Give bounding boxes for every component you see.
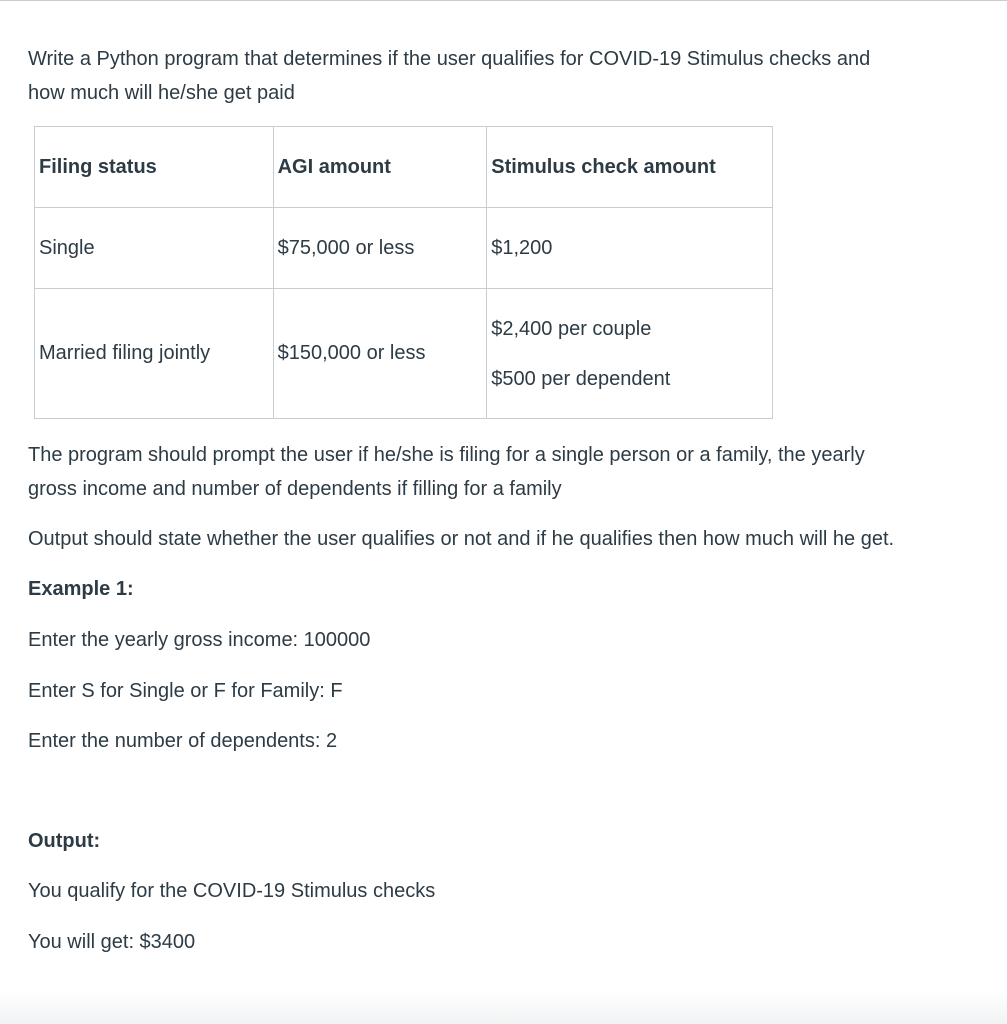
example-heading: Example 1: <box>28 578 134 600</box>
example-input-income: Enter the yearly gross income: 100000 <box>28 629 371 651</box>
amount-per-couple: $2,400 per couple <box>491 317 652 340</box>
output-heading: Output: <box>28 830 101 852</box>
table-row <box>35 208 773 289</box>
top-divider <box>0 0 1007 1</box>
example-input-dependents: Enter the number of dependents: 2 <box>28 730 338 752</box>
cell-filing-status: Single <box>35 208 274 289</box>
amount-per-dependent: $500 per dependent <box>491 367 671 390</box>
cell-stimulus-amount: $1,200 <box>487 208 773 289</box>
stimulus-table <box>34 126 773 419</box>
output-rule: Output should state whether the user qualifies or not and if he qualifies then how much will he get. <box>28 528 895 550</box>
table-header-row <box>35 127 773 208</box>
cell-agi: $75,000 or less <box>273 208 487 289</box>
table-row <box>35 289 773 419</box>
intro-line-2: how much will he/she get paid <box>28 82 295 104</box>
example-input-filing: Enter S for Single or F for Family: F <box>28 680 343 702</box>
intro-line-1: Write a Python program that determines if the user qualifies for COVID-19 Stimulus checks and <box>28 48 871 70</box>
header-agi-amount: AGI amount <box>273 127 487 208</box>
output-line-qualify: You qualify for the COVID-19 Stimulus checks <box>28 880 436 902</box>
prompt-line-1: The program should prompt the user if he/she is filing for a single person or a family, the yearly <box>28 444 865 466</box>
prompt-line-2: gross income and number of dependents if filling for a family <box>28 478 562 500</box>
cell-stimulus-amount <box>487 289 773 419</box>
header-filing-status: Filing status <box>35 127 274 208</box>
output-line-amount: You will get: $3400 <box>28 931 196 953</box>
header-stimulus-amount: Stimulus check amount <box>487 127 773 208</box>
cell-agi: $150,000 or less <box>273 289 487 419</box>
bottom-fade <box>0 990 1007 1024</box>
cell-filing-status: Married filing jointly <box>35 289 274 419</box>
